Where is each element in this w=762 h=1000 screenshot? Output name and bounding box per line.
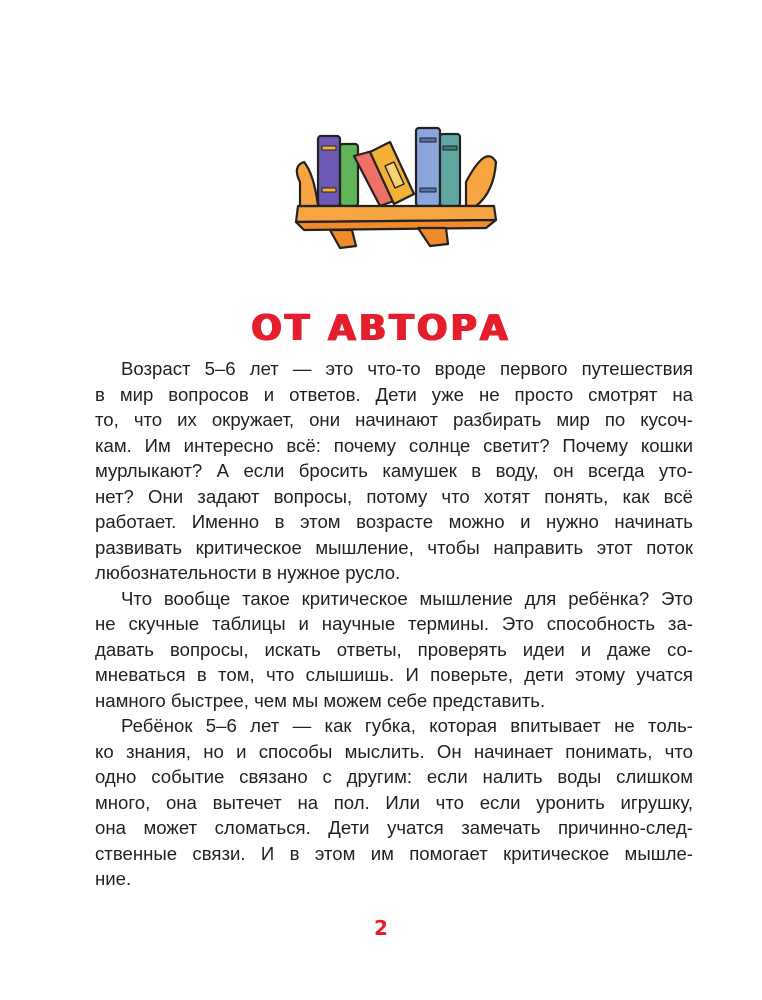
text-line: работает. Именно в этом возрасте можно и нужно начинать [95,511,693,532]
text-line: в мир вопросов и ответов. Дети уже не просто смотрят на [95,383,693,405]
text-line: давать вопросы, искать ответы, проверять идеи и даже со- [95,638,693,660]
text-line: кам. Им интересно всё: почему солнце светит? Почему кошки [95,434,693,456]
text-line: развивать критическое мышление, чтобы направить этот поток [95,536,693,558]
page-title: ОТ АВТОРА [251,308,511,349]
text-line: Ребёнок 5–6 лет — как губка, которая впитывает не толь- [121,715,693,736]
text-line: она может сломаться. Дети учатся замечать причинно-след- [95,817,693,838]
text-line: много, она вытечет на пол. Или что если уронить игрушку, [95,791,693,813]
body-text [95,356,693,892]
text-line: ственные связи. И в этом им помогает критическое мышле- [95,842,693,864]
text-line: не скучные таблицы и научные термины. Это способность за- [95,613,693,634]
text-line: Возраст 5–6 лет — это что-то вроде первого путешествия [121,358,693,379]
text-line: Что вообще такое критическое мышление для ребёнка? Это [121,587,693,609]
text-line: одно событие связано с другим: если налить воды слишком [95,766,693,787]
bookshelf-illustration [290,122,498,250]
text-line: любознательности в нужное русло. [95,562,401,583]
text-line: ко знания, но и способы мыслить. Он начинает понимать, что [95,740,693,762]
text-line: мурлыкают? А если бросить камушек в воду, он всегда уто- [95,460,693,481]
text-line: нет? Они задают вопросы, потому что хотят понять, как всё [95,485,693,507]
text-line: намного быстрее, чем мы можем себе представить. [95,689,546,711]
page-number: 2 [374,916,388,940]
text-line: то, что их окружает, они начинают разбирать мир по кусоч- [95,409,693,430]
text-line: мневаться в том, что слышишь. И поверьте, дети этому учатся [95,664,693,685]
text-line: ние. [95,868,132,889]
bookshelf-icon [290,122,498,250]
